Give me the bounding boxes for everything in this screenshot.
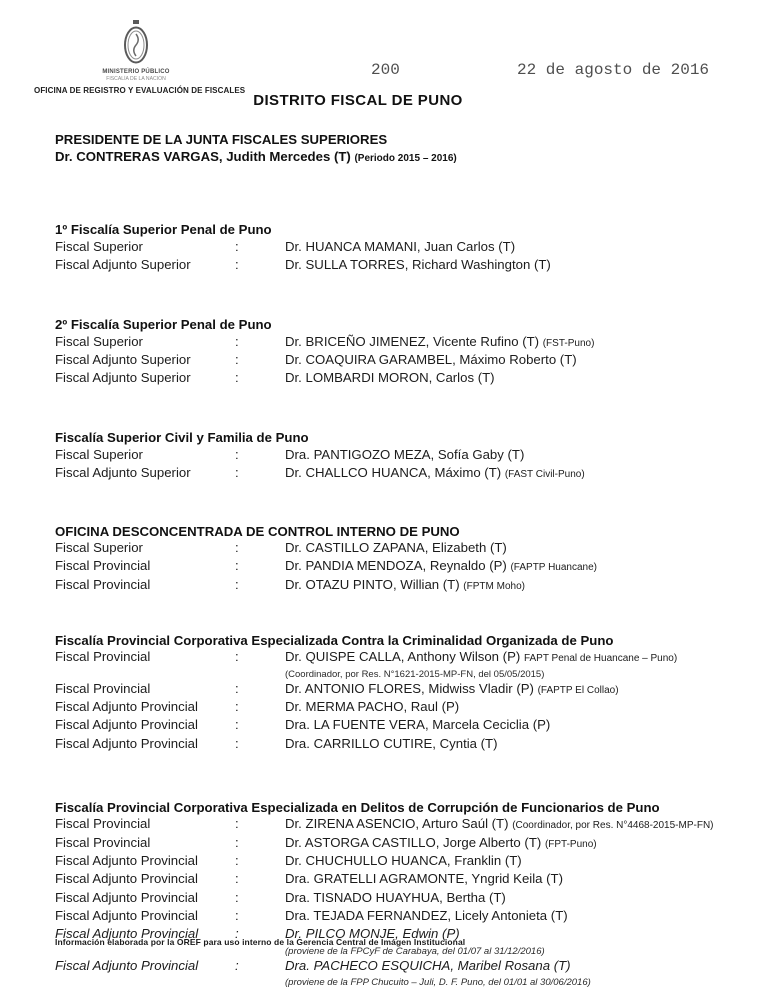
colon-separator: : xyxy=(235,889,239,905)
fiscal-role-label: Fiscal Provincial xyxy=(55,816,151,832)
fiscal-name-block xyxy=(285,681,742,699)
fiscal-name-block xyxy=(285,717,742,735)
colon-separator: : xyxy=(235,540,239,556)
fiscal-row xyxy=(55,890,742,908)
fiscal-name-block xyxy=(285,465,742,483)
fiscal-row xyxy=(55,577,742,595)
fiscal-name: Dr. MERMA PACHO, Raul (P) xyxy=(285,699,460,715)
fiscal-row xyxy=(55,853,742,871)
fiscal-name: Dr. PANDIA MENDOZA, Reynaldo (P) xyxy=(285,558,507,574)
fiscal-name: Dr. SULLA TORRES, Richard Washington (T) xyxy=(285,256,551,272)
fiscal-role-label: Fiscal Provincial xyxy=(55,680,151,696)
fiscal-note: (FPT-Puno) xyxy=(544,838,597,850)
colon-separator: : xyxy=(235,834,239,850)
fiscal-row xyxy=(55,540,742,558)
fiscal-name-block xyxy=(285,908,742,926)
fiscal-row xyxy=(55,334,742,352)
fiscal-subnote: (proviene de la FPP Chucuito – Juli, D. F. Puno, del 01/01 al 30/06/2016) xyxy=(285,976,591,988)
colon-separator: : xyxy=(235,446,239,462)
president-name: Dr. CONTRERAS VARGAS, Judith Mercedes (T) xyxy=(55,149,351,164)
fiscal-subnote: (proviene de la FPCyF de Carabaya, del 01/07 al 31/12/2016) xyxy=(285,945,545,957)
fiscal-role-label: Fiscal Superior xyxy=(55,333,143,349)
fiscal-name-line xyxy=(285,816,742,834)
fiscal-name: Dra. TEJADA FERNANDEZ, Licely Antonieta (T) xyxy=(285,907,568,923)
colon-separator: : xyxy=(235,558,239,574)
fiscal-name-line xyxy=(285,465,742,483)
fiscal-role-label: Fiscal Adjunto Provincial xyxy=(55,853,198,869)
colon-separator: : xyxy=(235,735,239,751)
fiscal-name-block xyxy=(285,558,742,576)
fiscal-name-block xyxy=(285,736,742,754)
fiscal-name-line xyxy=(285,958,742,976)
footer-note: Información elaborada por la OREF para uso interno de la Gerencia Central de Imágen Institucional xyxy=(55,937,466,947)
colon-separator: : xyxy=(235,907,239,923)
fiscal-role-label: Fiscal Adjunto Provincial xyxy=(55,717,198,733)
colon-separator: : xyxy=(235,699,239,715)
fiscal-name-block xyxy=(285,649,742,680)
fiscal-name-block xyxy=(285,334,742,352)
fiscal-name-line xyxy=(285,717,742,735)
fiscal-name: Dra. GRATELLI AGRAMONTE, Yngrid Keila (T) xyxy=(285,871,563,887)
fiscal-name: Dr. OTAZU PINTO, Willian (T) xyxy=(285,576,460,592)
colon-separator: : xyxy=(235,957,239,973)
document-title: DISTRITO FISCAL DE PUNO xyxy=(253,92,463,109)
document-content xyxy=(55,131,742,989)
fiscal-name-line xyxy=(285,370,742,388)
fiscal-row xyxy=(55,681,742,699)
fiscal-name-block xyxy=(285,853,742,871)
fiscal-row xyxy=(55,736,742,754)
fiscal-row xyxy=(55,257,742,275)
fiscal-name: Dra. PACHECO ESQUICHA, Maribel Rosana (T) xyxy=(285,957,571,973)
fiscal-name-block xyxy=(285,890,742,908)
fiscalia-section xyxy=(55,524,742,595)
section-heading: 1º Fiscalía Superior Penal de Puno xyxy=(55,222,272,237)
president-period-note: (Periodo 2015 – 2016) xyxy=(354,153,457,164)
fiscal-name: Dr. ASTORGA CASTILLO, Jorge Alberto (T) xyxy=(285,834,542,850)
fiscal-name-line xyxy=(285,334,742,352)
fiscal-note: (FPTM Moho) xyxy=(463,580,525,592)
section-heading: 2º Fiscalía Superior Penal de Puno xyxy=(55,317,272,333)
section-heading: Fiscalía Provincial Corporativa Especializada en Delitos de Corrupción de Funcionarios de Puno xyxy=(55,799,660,815)
fiscal-name: Dr. COAQUIRA GARAMBEL, Máximo Roberto (T) xyxy=(285,351,577,367)
fiscal-name: Dr. QUISPE CALLA, Anthony Wilson (P) xyxy=(285,649,521,665)
president-block xyxy=(55,131,742,168)
fiscal-row xyxy=(55,908,742,926)
fiscal-name: Dr. BRICEÑO JIMENEZ, Vicente Rufino (T) xyxy=(285,333,540,349)
colon-separator: : xyxy=(235,351,239,367)
fiscal-name: Dr. HUANCA MAMANI, Juan Carlos (T) xyxy=(285,238,516,254)
fiscal-role-label: Fiscal Provincial xyxy=(55,576,151,592)
fiscal-row xyxy=(55,465,742,483)
fiscal-name-block xyxy=(285,577,742,595)
fiscalia-section xyxy=(55,430,742,483)
fiscal-name-line xyxy=(285,908,742,926)
fiscal-role-label: Fiscal Adjunto Superior xyxy=(55,465,191,481)
fiscal-row xyxy=(55,649,742,680)
colon-separator: : xyxy=(235,853,239,869)
org-subname: FISCALÍA DE LA NACIÓN xyxy=(106,76,166,82)
fiscal-name: Dr. PILCO MONJE, Edwin (P) xyxy=(285,926,460,942)
fiscal-name-block xyxy=(285,370,742,388)
fiscal-name: Dr. LOMBARDI MORON, Carlos (T) xyxy=(285,370,495,386)
president-heading: PRESIDENTE DE LA JUNTA FISCALES SUPERIORES xyxy=(55,132,388,147)
fiscal-role-label: Fiscal Superior xyxy=(55,540,143,556)
section-heading: Fiscalía Superior Civil y Familia de Puno xyxy=(55,430,309,446)
fiscal-name: Dr. CHUCHULLO HUANCA, Franklin (T) xyxy=(285,853,522,869)
fiscal-note: (FAST Civil-Puno) xyxy=(504,469,585,481)
fiscal-note: (Coordinador, por Res. N°4468-2015-MP-FN) xyxy=(512,820,714,832)
fiscal-row xyxy=(55,958,742,989)
colon-separator: : xyxy=(235,717,239,733)
fiscal-name-block xyxy=(285,352,742,370)
fiscal-name: Dra. TISNADO HUAYHUA, Bertha (T) xyxy=(285,889,506,905)
section-heading: OFICINA DESCONCENTRADA DE CONTROL INTERNO DE PUNO xyxy=(55,523,460,539)
fiscal-name-line xyxy=(285,649,742,667)
fiscalia-section xyxy=(55,317,742,388)
fiscal-note: (FAPTP Huancane) xyxy=(510,562,597,574)
fiscal-name: Dra. LA FUENTE VERA, Marcela Ceciclia (P) xyxy=(285,717,551,733)
fiscal-name-block xyxy=(285,540,742,558)
fiscal-role-label: Fiscal Adjunto Provincial xyxy=(55,907,198,923)
fiscal-row xyxy=(55,816,742,834)
fiscal-role-label: Fiscal Adjunto Provincial xyxy=(55,735,198,751)
fiscal-name-block xyxy=(285,257,742,275)
fiscal-row xyxy=(55,835,742,853)
fiscal-name-line xyxy=(285,890,742,908)
fiscal-role-label: Fiscal Superior xyxy=(55,446,143,462)
fiscal-row xyxy=(55,447,742,465)
fiscal-row xyxy=(55,699,742,717)
fiscal-name-line xyxy=(285,871,742,889)
fiscal-note: (FST-Puno) xyxy=(542,337,595,349)
fiscal-name-line xyxy=(285,577,742,595)
colon-separator: : xyxy=(235,256,239,272)
fiscal-role-label: Fiscal Adjunto Superior xyxy=(55,256,191,272)
fiscalia-section xyxy=(55,633,742,754)
colon-separator: : xyxy=(235,926,239,942)
colon-separator: : xyxy=(235,816,239,832)
fiscal-name-line xyxy=(285,239,742,257)
colon-separator: : xyxy=(235,333,239,349)
fiscal-name: Dra. PANTIGOZO MEZA, Sofía Gaby (T) xyxy=(285,446,525,462)
fiscal-row xyxy=(55,871,742,889)
fiscal-name-line xyxy=(285,853,742,871)
fiscal-role-label: Fiscal Adjunto Provincial xyxy=(55,926,199,942)
fiscal-row xyxy=(55,239,742,257)
fiscalia-section xyxy=(55,800,742,989)
fiscal-name: Dr. CHALLCO HUANCA, Máximo (T) xyxy=(285,465,502,481)
fiscal-name: Dr. ANTONIO FLORES, Midwiss Vladir (P) xyxy=(285,680,534,696)
fiscal-name-line xyxy=(285,257,742,275)
colon-separator: : xyxy=(235,576,239,592)
colon-separator: : xyxy=(235,465,239,481)
fiscal-name: Dr. ZIRENA ASENCIO, Arturo Saúl (T) xyxy=(285,816,509,832)
fiscal-subnote: (Coordinador, por Res. N°1621-2015-MP-FN, del 05/05/2015) xyxy=(285,668,545,680)
fiscal-name-line xyxy=(285,736,742,754)
fiscal-role-label: Fiscal Provincial xyxy=(55,834,151,850)
fiscal-role-label: Fiscal Provincial xyxy=(55,649,151,665)
fiscal-name-block xyxy=(285,835,742,853)
fiscal-name-line xyxy=(285,835,742,853)
fiscal-name: Dr. CASTILLO ZAPANA, Elizabeth (T) xyxy=(285,540,507,556)
fiscal-name-line xyxy=(285,447,742,465)
fiscal-name-block xyxy=(285,871,742,889)
org-name: MINISTERIO PÚBLICO xyxy=(102,69,170,75)
fiscal-row xyxy=(55,717,742,735)
section-heading: Fiscalía Provincial Corporativa Especializada Contra la Criminalidad Organizada de Puno xyxy=(55,632,614,648)
colon-separator: : xyxy=(235,238,239,254)
fiscal-role-label: Fiscal Adjunto Provincial xyxy=(55,957,199,973)
fiscal-name-line xyxy=(285,699,742,717)
fiscal-name-line xyxy=(285,558,742,576)
office-name: OFICINA DE REGISTRO Y EVALUACIÓN DE FISCALES xyxy=(34,86,246,95)
fiscal-name-block xyxy=(285,816,742,834)
brand-block xyxy=(34,20,246,95)
fiscal-role-label: Fiscal Adjunto Provincial xyxy=(55,871,198,887)
colon-separator: : xyxy=(235,370,239,386)
fiscal-name-line xyxy=(285,352,742,370)
ministerio-publico-seal-icon xyxy=(120,20,152,68)
fiscal-name-block xyxy=(285,447,742,465)
document-date: 22 de agosto de 2016 xyxy=(517,61,710,79)
fiscal-row xyxy=(55,370,742,388)
fiscal-role-label: Fiscal Superior xyxy=(55,238,143,254)
colon-separator: : xyxy=(235,649,239,665)
fiscal-role-label: Fiscal Adjunto Superior xyxy=(55,351,191,367)
colon-separator: : xyxy=(235,871,239,887)
colon-separator: : xyxy=(235,680,239,696)
president-name-line xyxy=(55,148,742,168)
fiscal-role-label: Fiscal Adjunto Provincial xyxy=(55,889,198,905)
fiscal-name-block xyxy=(285,699,742,717)
fiscal-note: (FAPTP El Collao) xyxy=(537,684,619,696)
fiscal-name-block xyxy=(285,239,742,257)
fiscal-row xyxy=(55,352,742,370)
fiscalia-section xyxy=(55,222,742,275)
fiscal-name: Dra. CARRILLO CUTIRE, Cyntia (T) xyxy=(285,735,498,751)
fiscal-name-line xyxy=(285,540,742,558)
fiscal-row xyxy=(55,558,742,576)
fiscal-name-line xyxy=(285,681,742,699)
fiscal-role-label: Fiscal Adjunto Provincial xyxy=(55,699,198,715)
page-number: 200 xyxy=(371,61,400,79)
fiscal-note: FAPT Penal de Huancane – Puno) xyxy=(523,653,678,665)
fiscal-name-block xyxy=(285,958,742,989)
fiscal-role-label: Fiscal Adjunto Superior xyxy=(55,370,191,386)
fiscal-role-label: Fiscal Provincial xyxy=(55,558,151,574)
